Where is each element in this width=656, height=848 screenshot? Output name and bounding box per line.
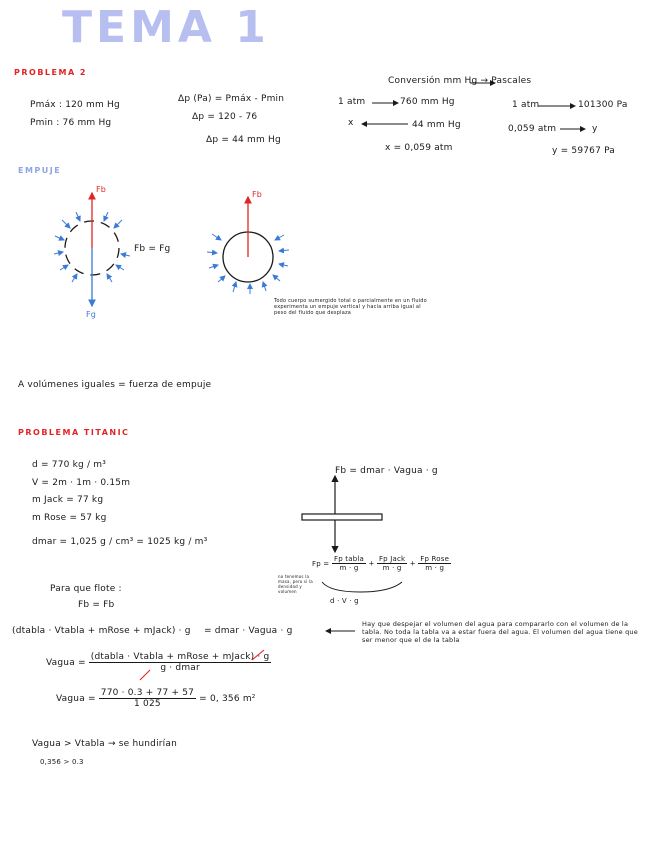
- volumes-statement: A volúmenes iguales = fuerza de empuje: [18, 380, 212, 390]
- atm-0059: 0,059 atm: [508, 124, 557, 134]
- volume-tabla: V = 2m · 1m · 0.15m: [32, 478, 131, 488]
- fp-tabla: Fp tabla: [334, 555, 365, 563]
- titanic-heading: PROBLEMA TITANIC: [18, 428, 130, 437]
- para-que-flote: Para que flote :: [50, 584, 122, 594]
- note-paragraph: Hay que despejar el volumen del agua para compararlo con el volumen de la tabla. No toda la tabla va a estar fuera del agua. El volumen del agua tiene que ser menor que el de la tabla: [362, 620, 638, 644]
- dvg-label: d · V · g: [330, 597, 359, 605]
- vagua-value-result: = 0, 356 m²: [199, 694, 256, 704]
- small-note: no tenemos la masa, pero si la densidad y volumen: [278, 574, 313, 594]
- fb-label-left: Fb: [96, 185, 107, 194]
- fb-equation: Fb = dmar · Vagua · g: [335, 466, 438, 476]
- mmhg-44: 44 mm Hg: [412, 120, 461, 130]
- x-result: x = 0,059 atm: [385, 143, 453, 153]
- vagua-label: Vagua =: [46, 658, 86, 668]
- fb-label-right: Fb: [252, 190, 263, 199]
- plank-diagram: [302, 476, 402, 592]
- fp-rose: Fp Rose: [420, 555, 450, 563]
- conclusion: Vagua > Vtabla → se hundirían: [32, 739, 177, 749]
- fg-label: Fg: [86, 310, 97, 319]
- conversion-arrows: [362, 83, 585, 129]
- vagua-label-2: Vagua =: [56, 694, 96, 704]
- balance-lhs: (dtabla · Vtabla + mRose + mJack) · g: [12, 626, 191, 636]
- density-mar: dmar = 1,025 g / cm³ = 1025 kg / m³: [32, 537, 208, 547]
- delta-p-definition: Δp (Pa) = Pmáx - Pmin: [178, 94, 285, 104]
- x-label: x: [348, 118, 354, 128]
- fb-equals-fg: Fb = Fg: [134, 244, 171, 254]
- atm-left: 1 atm: [338, 97, 366, 107]
- mass-rose: m Rose = 57 kg: [32, 513, 107, 523]
- dashed-circle-diagram: [54, 193, 130, 306]
- atm-right: 1 atm: [512, 100, 540, 110]
- fp-jack: Fp Jack: [378, 555, 406, 563]
- density-tabla: d = 770 kg / m³: [32, 460, 107, 470]
- empuje-heading: EMPUJE: [18, 166, 62, 175]
- fp-jack-mg: m · g: [382, 564, 402, 572]
- archimedes-principle: Todo cuerpo sumergido total o parcialmente en un fluido experimenta un empuje vertical y hacia arriba igual al peso del fluido que desplaza: [274, 298, 427, 316]
- vagua-value-numerator: 770 · 0.3 + 77 + 57: [100, 688, 195, 698]
- vagua-numerator: (dtabla · Vtabla + mRose + mJack) · g: [90, 652, 270, 662]
- balance-rhs: = dmar · Vagua · g: [204, 626, 293, 636]
- problema-2-heading: PROBLEMA 2: [14, 68, 87, 77]
- cancel-marks: [140, 650, 264, 680]
- pmax-value: Pmáx : 120 mm Hg: [30, 100, 120, 110]
- y-result: y = 59767 Pa: [552, 146, 616, 156]
- mass-jack: m Jack = 77 kg: [32, 495, 104, 505]
- conversion-title: Conversión mm Hg → Pascales: [388, 76, 532, 86]
- comparison: 0,356 > 0.3: [40, 758, 84, 766]
- vagua-value-denominator: 1 025: [134, 699, 161, 709]
- solid-circle-diagram: [207, 197, 289, 294]
- pmin-value: Pmin : 76 mm Hg: [30, 118, 112, 128]
- fp-label: Fp =: [312, 560, 330, 568]
- fp-sum: $\frac{\text{Fp tabla}}{m \cdot g}$ + $\frac{\text{Fp Jack}}{m \cdot g}$ + $\frac{\text{Fp Rose}}{m \cdot g}$: [334, 555, 450, 572]
- pa-value: 101300 Pa: [578, 100, 628, 110]
- fp-tabla-mg: m · g: [339, 564, 359, 572]
- fb-equals-fb: Fb = Fb: [78, 600, 115, 610]
- delta-p-substitution: Δp = 120 - 76: [192, 112, 258, 122]
- page-title: TEMA 1: [62, 2, 270, 53]
- vagua-denominator: g · dmar: [160, 663, 200, 673]
- delta-p-result: Δp = 44 mm Hg: [206, 135, 281, 145]
- fp-rose-mg: m · g: [425, 564, 445, 572]
- y-label: y: [592, 124, 598, 134]
- mmhg-760: 760 mm Hg: [400, 97, 455, 107]
